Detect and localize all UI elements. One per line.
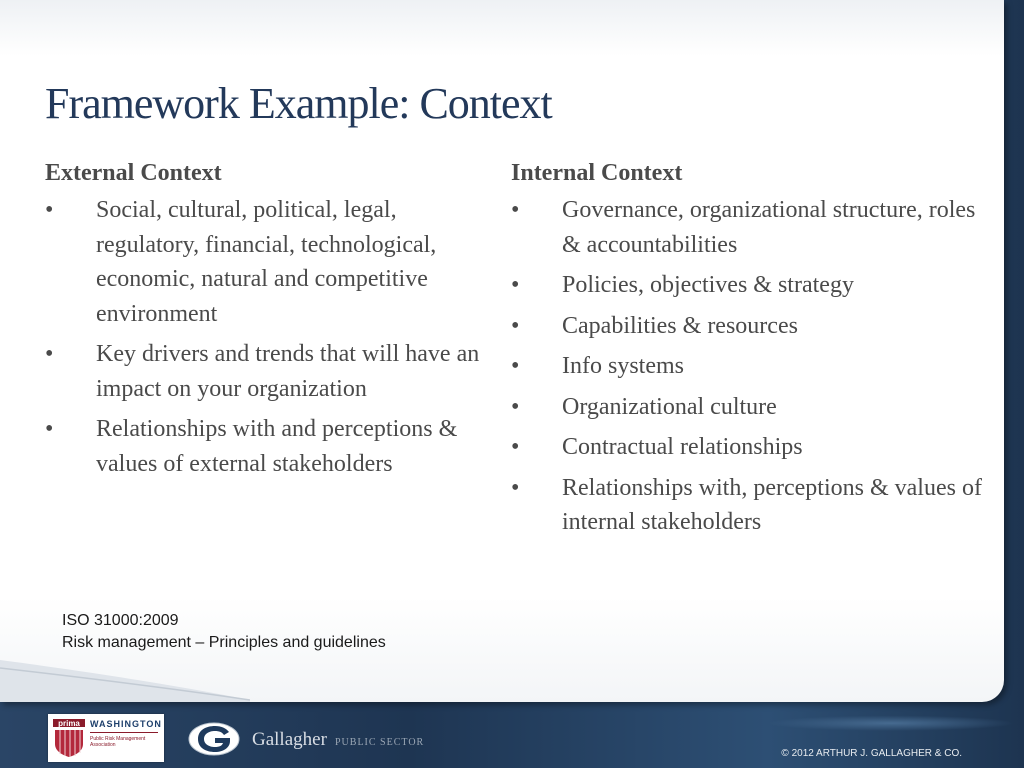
list-item-text: Capabilities & resources	[562, 312, 798, 339]
external-context-heading: External Context	[45, 160, 222, 186]
list-item-text: Governance, organizational structure, roles & accountabilities	[562, 197, 976, 258]
prima-divider	[90, 732, 158, 733]
slide-title: Framework Example: Context	[45, 79, 552, 128]
prima-tagline: Public Risk Management Association	[90, 736, 146, 748]
bullet-icon: •	[45, 341, 54, 367]
internal-context-column	[511, 160, 996, 546]
list-item	[45, 412, 480, 481]
bullet-icon: •	[45, 416, 54, 442]
list-item	[511, 193, 996, 262]
list-item	[511, 268, 996, 303]
list-item-text: Relationships with and perceptions & values of external stakeholders	[96, 416, 458, 477]
reference-title: Risk management – Principles and guidelines	[62, 634, 386, 651]
iso-reference	[62, 610, 386, 654]
list-item	[511, 471, 996, 540]
bullet-icon: •	[511, 393, 520, 420]
list-item-text: Contractual relationships	[562, 434, 803, 460]
bullet-icon: •	[45, 197, 54, 223]
copyright-notice: © 2012 ARTHUR J. GALLAGHER & CO.	[781, 748, 962, 759]
list-item	[511, 309, 996, 344]
reference-standard: ISO 31000:2009	[62, 612, 179, 629]
list-item	[511, 430, 996, 465]
external-context-column	[45, 160, 480, 487]
bullet-icon: •	[511, 474, 520, 501]
internal-context-list	[511, 193, 996, 540]
list-item-text: Social, cultural, political, legal, regulatory, financial, technological, economic, natural and competitive environment	[96, 197, 437, 327]
gallagher-wordmark: Gallagher	[252, 729, 327, 750]
bullet-icon: •	[511, 353, 520, 379]
internal-context-heading: Internal Context	[511, 160, 683, 186]
prima-shield-icon	[52, 718, 86, 758]
list-item	[45, 193, 480, 331]
list-item	[511, 390, 996, 425]
list-item-text: Key drivers and trends that will have an impact on your organization	[96, 341, 480, 402]
list-item-text: Info systems	[562, 353, 684, 379]
list-item-text: Organizational culture	[562, 393, 777, 420]
prima-washington-logo	[48, 714, 164, 762]
gallagher-division: PUBLIC SECTOR	[335, 737, 425, 748]
list-item-text: Policies, objectives & strategy	[562, 272, 854, 298]
page-curl-decoration	[0, 660, 250, 702]
bullet-icon: •	[511, 434, 520, 460]
gallagher-globe-icon	[188, 722, 240, 756]
external-context-list	[45, 193, 480, 481]
svg-text:prima: prima	[58, 719, 80, 728]
list-item	[511, 349, 996, 384]
prima-brand: WASHINGTON	[90, 719, 162, 729]
list-item	[45, 337, 480, 406]
list-item-text: Relationships with, perceptions & values of internal stakeholders	[562, 474, 982, 535]
bullet-icon: •	[511, 272, 520, 298]
bullet-icon: •	[511, 197, 520, 223]
bullet-icon: •	[511, 312, 520, 339]
